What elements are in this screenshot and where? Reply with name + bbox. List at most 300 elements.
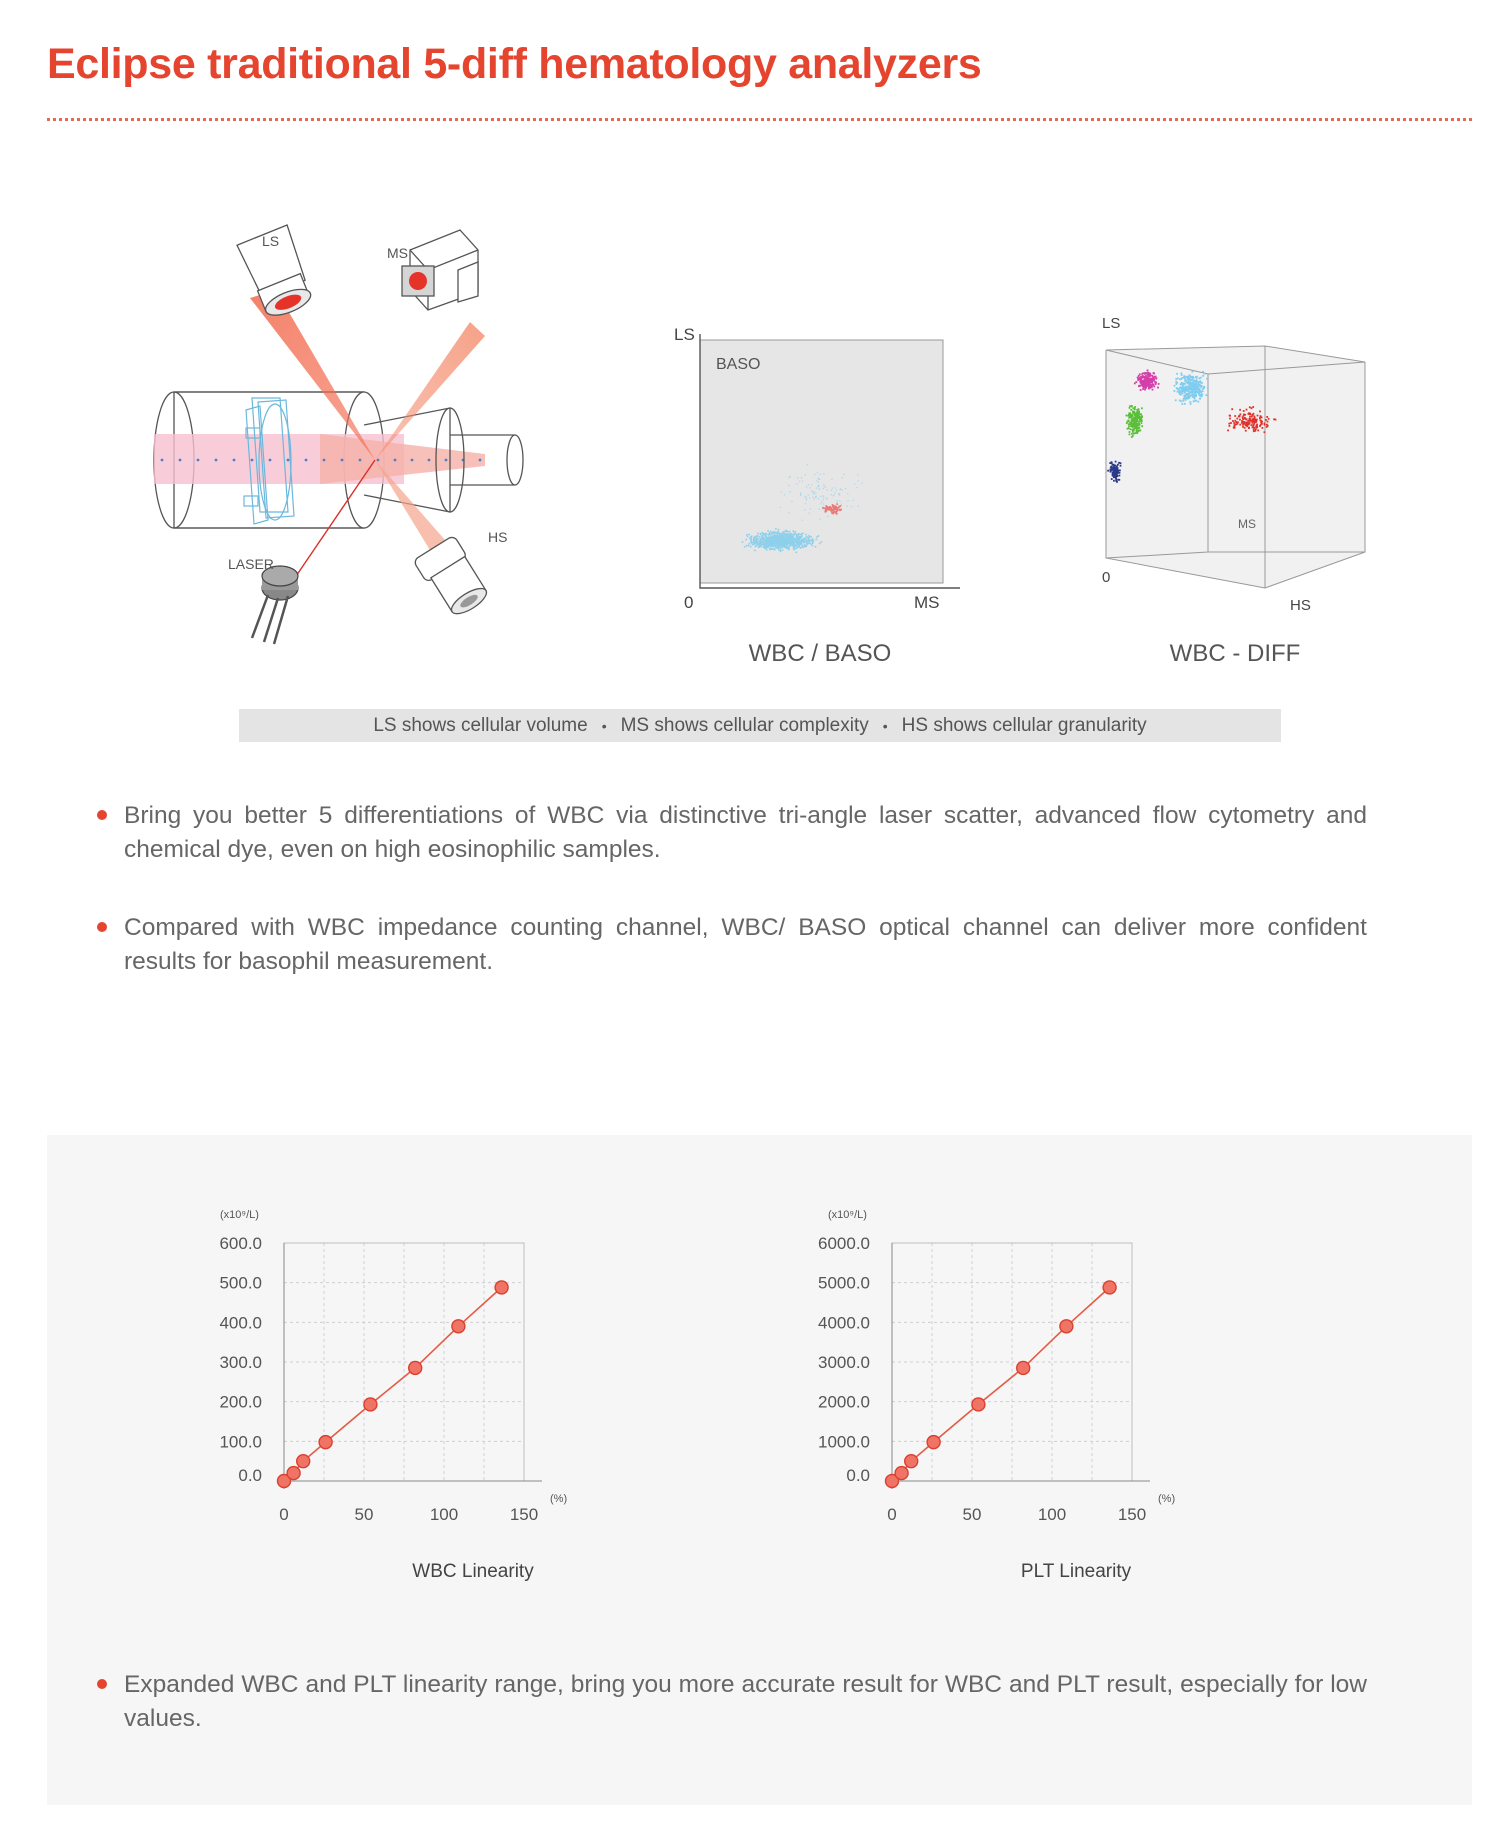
cell-point [1181, 389, 1183, 391]
y-tick-label: 600.0 [219, 1234, 262, 1253]
scatter-caption-bar [239, 709, 1281, 742]
cell-point [1110, 471, 1112, 473]
cell-point [1251, 424, 1253, 426]
cell-point [794, 538, 796, 540]
cell-point [772, 548, 774, 550]
cell-point [1202, 375, 1204, 377]
x-tick-label: 100 [429, 1505, 459, 1524]
cell-point [1262, 427, 1264, 429]
bullet-dot [97, 810, 107, 820]
cell-point [750, 536, 752, 538]
cell-point [772, 540, 774, 542]
cell-point [777, 545, 779, 547]
cell-point [1244, 427, 1246, 429]
cell-point [757, 543, 759, 545]
cell-point [801, 539, 803, 541]
cell-point [804, 545, 806, 547]
cell-point [1255, 419, 1257, 421]
series-line [892, 1287, 1110, 1481]
diff-x-axis-label: HS [1290, 597, 1311, 614]
cell-point [1201, 385, 1203, 387]
cell-point [761, 544, 763, 546]
cell-point [1246, 409, 1248, 411]
cell-point [1132, 429, 1134, 431]
cell-point [1141, 425, 1143, 427]
cell-point [831, 479, 832, 480]
cell-point [1141, 422, 1143, 424]
cell-point [1141, 383, 1143, 385]
data-point [905, 1455, 918, 1468]
cell-point [1177, 378, 1179, 380]
plt-linearity-title: PLT Linearity [1020, 1561, 1132, 1582]
wbc-linearity-chart [219, 1185, 680, 1582]
y-tick-label: 0.0 [846, 1466, 870, 1485]
cell-point [1130, 423, 1132, 425]
cell-point [1193, 394, 1195, 396]
cell-point [1184, 396, 1186, 398]
y-unit-label: (x10⁹/L) [220, 1209, 259, 1221]
cell-point [1257, 415, 1259, 417]
cell-point [1245, 430, 1247, 432]
cell-point [758, 538, 760, 540]
x-tick-label: 150 [1117, 1505, 1147, 1524]
cell-point [805, 474, 806, 475]
cell-point [1241, 420, 1243, 422]
cell-point [1177, 388, 1179, 390]
cell-point [798, 540, 800, 542]
y-tick-label: 200.0 [219, 1392, 262, 1412]
cell-point [753, 538, 755, 540]
cell-point [1187, 394, 1189, 396]
cell-point [751, 539, 753, 541]
cell-point [1126, 422, 1128, 424]
cell-point [1156, 377, 1158, 379]
cell-point [1240, 413, 1242, 415]
cell-point [1142, 381, 1144, 383]
cell-point [796, 541, 798, 543]
cell-point [760, 540, 762, 542]
cell-point [780, 507, 781, 508]
cell-point [1243, 410, 1245, 412]
cell-point [1138, 411, 1140, 413]
cell-point [827, 516, 828, 517]
cell-point [1130, 428, 1132, 430]
cell-point [784, 534, 786, 536]
cell-point [1241, 422, 1243, 424]
cell-point [781, 547, 783, 549]
cell-point [1129, 431, 1131, 433]
cell-point [823, 484, 824, 485]
cell-point [785, 540, 787, 542]
cell-point [1204, 373, 1206, 375]
cell-point [1234, 427, 1236, 429]
cell-point [1199, 393, 1201, 395]
cell-point [778, 529, 780, 531]
baso-point [825, 511, 827, 513]
data-point [895, 1467, 908, 1480]
cell-point [1203, 386, 1205, 388]
cell-point [785, 538, 787, 540]
cell-point [774, 545, 776, 547]
cell-point [779, 532, 781, 534]
cell-point [1141, 415, 1143, 417]
cell-point [1114, 476, 1116, 478]
baso-point [833, 506, 835, 508]
cell-point [805, 539, 807, 541]
baso-point [832, 512, 834, 514]
cell-point [1196, 388, 1198, 390]
cell-point [799, 481, 800, 482]
cell-point [1200, 382, 1202, 384]
cell-point [800, 492, 801, 493]
list-item [97, 1668, 1367, 1736]
cell-point [808, 543, 810, 545]
cell-point [818, 481, 819, 482]
cell-point [767, 543, 769, 545]
cell-point [840, 489, 841, 490]
cell-point [1192, 376, 1194, 378]
cell-point [823, 473, 824, 474]
x-tick-label: 50 [354, 1505, 374, 1524]
cell-point [1265, 419, 1267, 421]
cell-point [1137, 424, 1139, 426]
cell-point [777, 531, 779, 533]
cell-point [1134, 425, 1136, 427]
data-point [364, 1398, 377, 1411]
cell-point [1151, 380, 1153, 382]
cell-point [1107, 470, 1109, 472]
cell-point [1141, 373, 1143, 375]
cell-point [809, 487, 810, 488]
cell-point [1174, 390, 1176, 392]
cell-point [752, 542, 754, 544]
cell-point [1129, 405, 1131, 407]
ls-detector-label: LS [262, 233, 280, 249]
cell-point [843, 474, 844, 475]
cell-point [810, 508, 811, 509]
cell-point [1183, 388, 1185, 390]
cell-point [1235, 421, 1237, 423]
cell-point [797, 477, 798, 478]
cell-point [1243, 414, 1245, 416]
cell-point [1188, 391, 1190, 393]
cell-point [1127, 415, 1129, 417]
cell-point [823, 488, 824, 489]
cell-point [1195, 394, 1197, 396]
cell-point [842, 477, 843, 478]
cell-point [1184, 392, 1186, 394]
cell-point [1207, 387, 1209, 389]
cell-point [1229, 418, 1231, 420]
cell-point [1139, 427, 1141, 429]
cell-point [1181, 403, 1183, 405]
cell-point [820, 496, 821, 497]
cell-point [1128, 423, 1130, 425]
cell-point [1251, 407, 1253, 409]
x-unit-label: (%) [1158, 1493, 1176, 1505]
ms-detector-label: MS [387, 245, 408, 261]
data-point [297, 1455, 310, 1468]
wbc-linearity-svg [219, 1185, 680, 1565]
feature-bullets-top [97, 799, 1367, 979]
cell-point [762, 532, 764, 534]
cell-point [1261, 423, 1263, 425]
cell-point [826, 497, 827, 498]
cell-point [1116, 468, 1118, 470]
cell-point [799, 538, 801, 540]
cell-point [1126, 415, 1128, 417]
baso-point [826, 505, 828, 507]
list-item [97, 911, 1367, 979]
cell-point [1253, 430, 1255, 432]
cell-point [804, 541, 806, 543]
baso-origin-label: 0 [684, 593, 694, 612]
cell-point [1191, 382, 1193, 384]
cell-point [767, 545, 769, 547]
cell-point [774, 549, 776, 551]
cell-point [1175, 381, 1177, 383]
cell-point [784, 546, 786, 548]
cell-point [1138, 408, 1140, 410]
cell-point [1175, 378, 1177, 380]
cell-point [1155, 383, 1157, 385]
cell-point [759, 546, 761, 548]
cell-point [1200, 391, 1202, 393]
cell-point [1184, 377, 1186, 379]
cell-point [1255, 425, 1257, 427]
cell-point [762, 538, 764, 540]
cell-point [1229, 415, 1231, 417]
cell-point [846, 505, 847, 506]
cell-point [809, 497, 810, 498]
cell-point [1205, 394, 1207, 396]
cell-point [1253, 425, 1255, 427]
wbc-baso-label: WBC / BASO [748, 640, 892, 667]
cell-point [814, 494, 815, 495]
cell-point [1259, 417, 1261, 419]
cell-point [788, 512, 789, 513]
cell-point [1179, 400, 1181, 402]
cell-point [808, 535, 810, 537]
cell-point [1111, 478, 1113, 480]
cell-point [812, 542, 814, 544]
data-point [452, 1320, 465, 1333]
cell-point [1155, 376, 1157, 378]
cell-point [835, 487, 836, 488]
baso-y-axis-label: LS [674, 325, 695, 344]
cell-point [1242, 416, 1244, 418]
cell-point [760, 538, 762, 540]
cell-point [1248, 427, 1250, 429]
cell-point [780, 551, 782, 553]
data-point [1060, 1320, 1073, 1333]
y-tick-label: 500.0 [219, 1273, 262, 1293]
cell-point [774, 540, 776, 542]
cell-point [749, 538, 751, 540]
cell-point [789, 531, 791, 533]
cell-point [1140, 385, 1142, 387]
cell-point [774, 538, 776, 540]
hs-detector-label: HS [488, 529, 508, 545]
cell-point [1111, 462, 1113, 464]
cell-point [1252, 418, 1254, 420]
cell-point [771, 537, 773, 539]
baso-point [829, 509, 831, 511]
cell-point [782, 543, 784, 545]
cell-point [766, 533, 768, 535]
cell-point [1267, 425, 1269, 427]
cell-point [816, 539, 818, 541]
cell-point [1196, 383, 1198, 385]
cell-point [780, 535, 782, 537]
cell-point [1119, 472, 1121, 474]
cell-point [1252, 406, 1254, 408]
caption-ls: LS shows cellular volume [373, 714, 588, 736]
data-point [1103, 1281, 1116, 1294]
cell-point [1248, 420, 1250, 422]
cell-point [1147, 370, 1149, 372]
cell-point [1112, 474, 1114, 476]
cell-point [1239, 416, 1241, 418]
cell-point [1267, 421, 1269, 423]
cell-point [806, 500, 807, 501]
cell-point [1136, 432, 1138, 434]
cell-point [1149, 380, 1151, 382]
cell-point [802, 481, 803, 482]
diff-origin-label: 0 [1102, 569, 1111, 586]
y-tick-label: 300.0 [219, 1353, 262, 1372]
cell-point [759, 542, 761, 544]
cell-point [764, 547, 766, 549]
wbc-diff-label: WBC - DIFF [1169, 640, 1301, 667]
cell-point [755, 537, 757, 539]
cell-point [1192, 396, 1194, 398]
cell-point [1128, 426, 1130, 428]
cell-point [754, 550, 756, 552]
cell-point [759, 536, 761, 538]
baso-point [823, 507, 825, 509]
cell-point [746, 545, 748, 547]
y-tick-label: 5000.0 [818, 1273, 870, 1293]
cell-point [823, 503, 824, 504]
cell-point [789, 491, 790, 492]
cell-point [847, 493, 848, 494]
cell-point [812, 538, 814, 540]
cell-point [1135, 381, 1137, 383]
cell-point [1255, 421, 1257, 423]
cell-point [1147, 382, 1149, 384]
cell-point [753, 540, 755, 542]
cell-point [1176, 373, 1178, 375]
cell-point [806, 541, 808, 543]
cell-point [1138, 385, 1140, 387]
cell-point [1189, 388, 1191, 390]
cell-point [770, 531, 772, 533]
cell-point [776, 533, 778, 535]
bullet-dot [97, 1679, 107, 1689]
cell-point [791, 537, 793, 539]
cell-point [1145, 372, 1147, 374]
cell-point [784, 494, 785, 495]
cell-point [1138, 375, 1140, 377]
cell-point [786, 536, 788, 538]
y-tick-label: 100.0 [219, 1432, 262, 1452]
y-tick-label: 3000.0 [818, 1353, 870, 1372]
cell-point [770, 545, 772, 547]
cell-point [795, 548, 797, 550]
cell-point [1115, 479, 1117, 481]
cell-point [816, 536, 818, 538]
cell-point [747, 536, 749, 538]
cell-point [1140, 389, 1142, 391]
cell-point [1181, 400, 1183, 402]
cell-point [833, 495, 834, 496]
cell-point [1157, 387, 1159, 389]
cell-point [1127, 421, 1129, 423]
cell-point [1245, 418, 1247, 420]
cell-point [778, 543, 780, 545]
y-tick-label: 400.0 [219, 1313, 262, 1333]
cell-point [788, 485, 789, 486]
cell-point [798, 533, 800, 535]
cell-point [807, 464, 808, 465]
cell-point [799, 537, 801, 539]
cell-point [1189, 401, 1191, 403]
cell-point [1179, 387, 1181, 389]
cell-point [800, 495, 801, 496]
cell-point [858, 505, 859, 506]
cell-point [790, 476, 791, 477]
cell-point [1181, 373, 1183, 375]
cell-point [1189, 379, 1191, 381]
cell-point [1260, 419, 1262, 421]
cell-point [1175, 399, 1177, 401]
baso-point [839, 510, 841, 512]
cell-point [1117, 464, 1119, 466]
cell-point [1261, 417, 1263, 419]
cell-point [1232, 420, 1234, 422]
cell-point [815, 497, 816, 498]
cell-point [1198, 384, 1200, 386]
cell-point [748, 543, 750, 545]
cell-point [1145, 387, 1147, 389]
cell-point [1192, 391, 1194, 393]
cell-point [1248, 413, 1250, 415]
cell-point [781, 491, 782, 492]
cell-point [1175, 383, 1177, 385]
cell-point [1182, 390, 1184, 392]
cell-point [1136, 419, 1138, 421]
caption-ms: MS shows cellular complexity [620, 714, 869, 736]
cell-point [1129, 434, 1131, 436]
cell-point [767, 530, 769, 532]
wbc-linearity-title: WBC Linearity [412, 1561, 534, 1582]
cell-point [764, 544, 766, 546]
feature-bullets-bottom [97, 1668, 1367, 1736]
cell-point [798, 535, 800, 537]
cell-point [1253, 429, 1255, 431]
cell-point [1144, 389, 1146, 391]
cell-point [806, 496, 807, 497]
cell-point [816, 488, 817, 489]
cell-point [815, 546, 817, 548]
cell-point [778, 547, 780, 549]
cell-point [1138, 430, 1140, 432]
cell-point [792, 543, 794, 545]
cell-point [1239, 409, 1241, 411]
cell-point [1137, 377, 1139, 379]
cell-point [757, 533, 759, 535]
